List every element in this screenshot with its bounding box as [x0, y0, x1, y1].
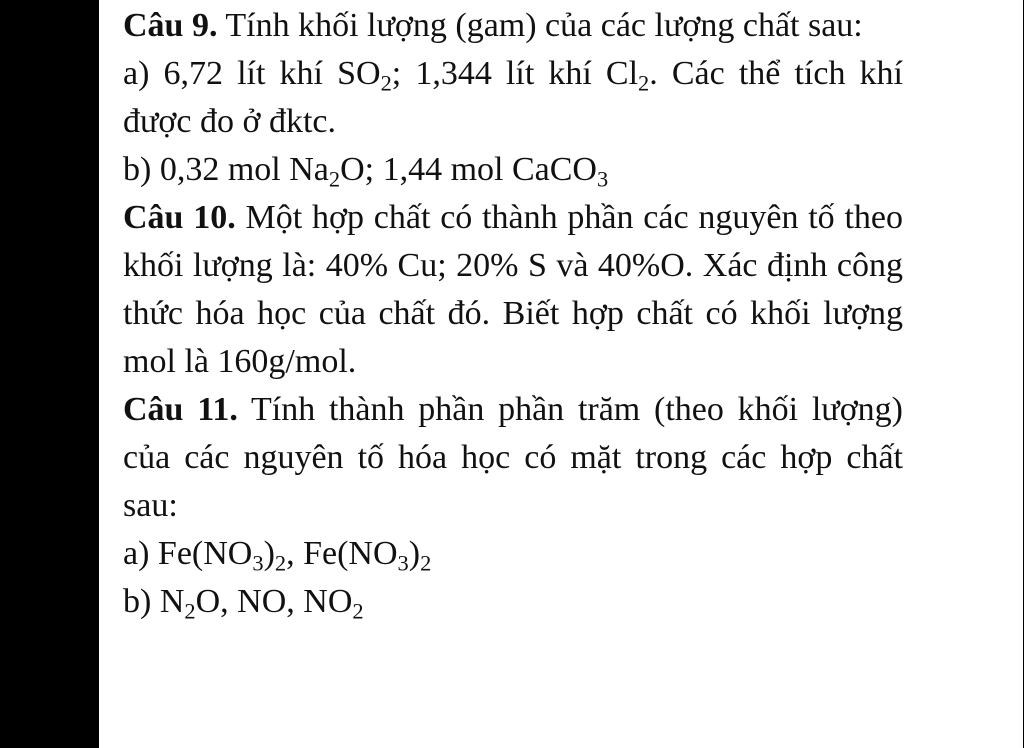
q9a-prefix: a) 6,72 lít khí SO [123, 55, 381, 92]
question-9-part-b [123, 146, 903, 194]
question-11-text: Tính thành phần phần trăm (theo khối lượng) của các nguyên tố hóa học có mặt trong các hợp chất sau: [123, 391, 903, 524]
exercise-text [123, 2, 903, 626]
q11a-subscript-1: 3 [252, 550, 264, 576]
question-9-label: Câu 9. [123, 7, 218, 44]
q11b-part-2: O, NO, NO [195, 583, 353, 620]
q9b-prefix: b) 0,32 mol Na [123, 151, 329, 188]
question-11-label: Câu 11. [123, 391, 238, 428]
question-10 [123, 194, 903, 386]
q11a-part-1: a) Fe(NO [123, 535, 253, 572]
document-page [99, 0, 1023, 748]
question-10-label: Câu 10. [123, 199, 236, 236]
q11a-part-3: , Fe(NO [286, 535, 398, 572]
q9b-middle: O; 1,44 mol CaCO [340, 151, 597, 188]
q11b-part-1: b) N [123, 583, 185, 620]
q9a-middle: ; 1,344 lít khí Cl [391, 55, 639, 92]
question-9 [123, 2, 903, 50]
q11a-subscript-3: 3 [397, 550, 409, 576]
q11b-subscript-1: 2 [184, 598, 196, 624]
q9a-suffix: . Các thể tích khí được đo ở đktc. [123, 55, 903, 140]
question-11-part-b [123, 578, 903, 626]
q11b-subscript-2: 2 [352, 598, 364, 624]
q11a-subscript-4: 2 [420, 550, 432, 576]
q11a-subscript-2: 2 [274, 550, 287, 576]
q9a-subscript-1: 2 [380, 70, 392, 96]
q11a-part-4: ) [408, 535, 421, 572]
question-9-text: Tính khối lượng (gam) của các lượng chất sau: [217, 7, 863, 44]
question-11 [123, 386, 903, 530]
q11a-part-2: ) [263, 535, 275, 572]
q9a-subscript-2: 2 [638, 70, 650, 96]
q9b-subscript-2: 3 [596, 166, 609, 192]
q9b-subscript-1: 2 [328, 166, 341, 192]
question-9-part-a [123, 50, 903, 146]
question-11-part-a [123, 530, 903, 578]
question-10-text: Một hợp chất có thành phần các nguyên tố theo khối lượng là: 40% Cu; 20% S và 40%O. Xác định công thức hóa học của chất đó. Biết hợp chất có khối lượng mol là 160g/mol. [123, 199, 903, 380]
